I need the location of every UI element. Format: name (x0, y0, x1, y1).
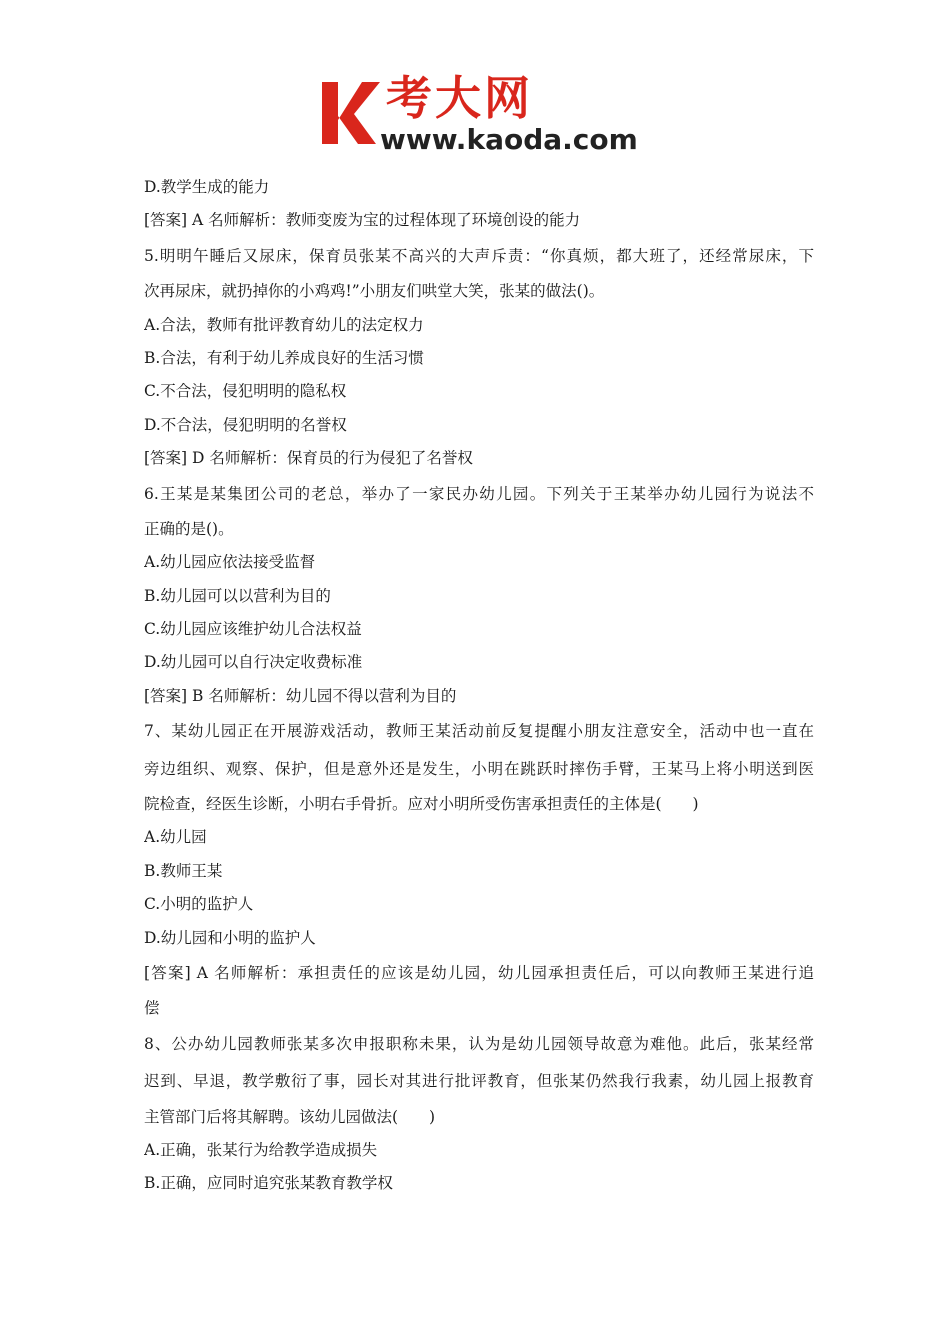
kaoda-logo (318, 71, 640, 160)
option-line: D.不合法，侵犯明明的名誉权 (144, 415, 347, 434)
option-line: C.小明的监护人 (144, 895, 254, 914)
option-line: D.幼儿园可以自行决定收费标准 (144, 653, 363, 672)
logo-k-icon (318, 80, 382, 146)
logo-url-text: www.kaoda.com (380, 123, 638, 156)
answer-line: [答案] D 名师解析：保育员的行为侵犯了名誉权 (144, 449, 473, 468)
document-body (144, 171, 814, 1201)
option-line: A.幼儿园 (144, 828, 207, 847)
answer-line: [答案] A 名师解析：教师变废为宝的过程体现了环境创设的能力 (144, 211, 581, 230)
answer-line: 偿 (144, 999, 160, 1018)
question-line: 5.明明午睡后又尿床，保育员张某不高兴的大声斥责：“你真烦，都大班了，还经常尿床，下 (144, 246, 814, 265)
question-line: 8、公办幼儿园教师张某多次申报职称未果，认为是幼儿园领导故意为难他。此后，张某经常 (144, 1034, 814, 1053)
option-line: D.幼儿园和小明的监护人 (144, 928, 316, 947)
answer-line: [答案] B 名师解析：幼儿园不得以营利为目的 (144, 686, 457, 705)
option-line: C.幼儿园应该维护幼儿合法权益 (144, 620, 362, 639)
option-line: A.正确，张某行为给教学造成损失 (144, 1140, 378, 1159)
question-line: 正确的是()。 (144, 519, 234, 538)
option-line: B.教师王某 (144, 861, 223, 880)
question-line: 6.王某是某集团公司的老总，举办了一家民办幼儿园。下列关于王某举办幼儿园行为说法不 (144, 484, 814, 503)
answer-line: [答案] A 名师解析：承担责任的应该是幼儿园，幼儿园承担责任后，可以向教师王某进行追 (144, 963, 814, 982)
option-line: A.幼儿园应依法接受监督 (144, 553, 316, 572)
option-line: B.正确，应同时追究张某教育教学权 (144, 1174, 393, 1193)
question-line: 迟到、早退，教学敷衍了事，园长对其进行批评教育，但张某仍然我行我素，幼儿园上报教育 (144, 1072, 814, 1091)
question-line: 旁边组织、观察、保护，但是意外还是发生，小明在跳跃时摔伤手臂，王某马上将小明送到医 (144, 759, 814, 778)
question-line: 7、某幼儿园正在开展游戏活动，教师王某活动前反复提醒小朋友注意安全，活动中也一直在 (144, 722, 814, 741)
option-line: A.合法，教师有批评教育幼儿的法定权力 (144, 315, 424, 334)
option-line: D.教学生成的能力 (144, 178, 270, 196)
question-line: 院检查，经医生诊断，小明右手骨折。应对小明所受伤害承担责任的主体是( ) (144, 795, 699, 814)
question-line: 次再尿床，就扔掉你的小鸡鸡!”小朋友们哄堂大笑，张某的做法()。 (144, 282, 605, 301)
option-line: B.幼儿园可以以营利为目的 (144, 586, 331, 605)
option-line: C.不合法，侵犯明明的隐私权 (144, 382, 347, 401)
logo-chinese-text: 考大网 (386, 71, 533, 125)
question-line: 主管部门后将其解聘。该幼儿园做法( ) (144, 1107, 436, 1126)
option-line: B.合法，有利于幼儿养成良好的生活习惯 (144, 348, 424, 367)
